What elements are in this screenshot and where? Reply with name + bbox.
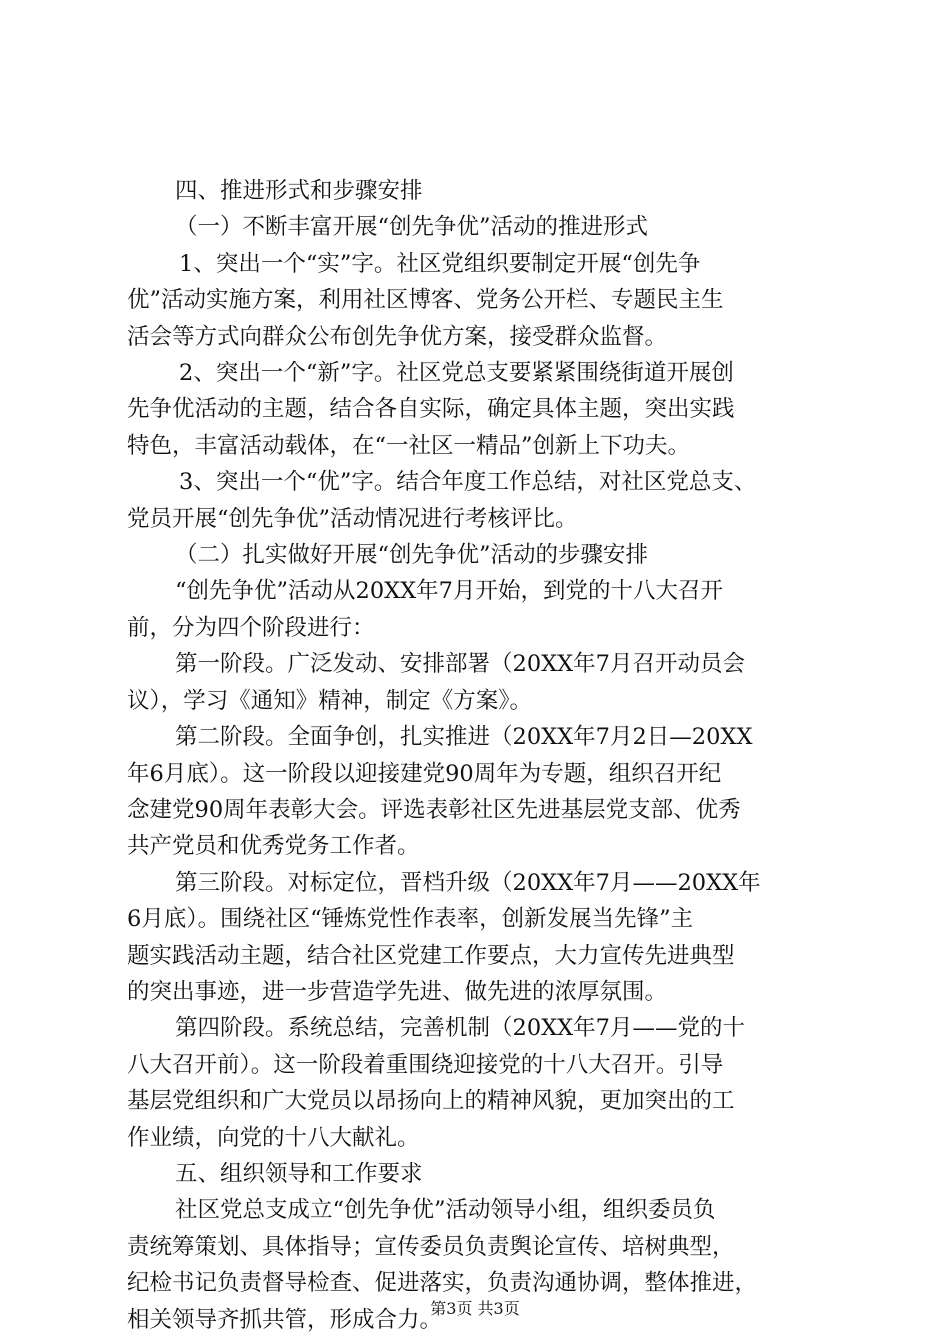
- paragraph-line: 6月底）。围绕社区“锤炼党性作表率，创新发展当先锋”主: [127, 906, 694, 933]
- section-heading: 五、组织领导和工作要求: [175, 1160, 423, 1187]
- paragraph-line: 前，分为四个阶段进行：: [127, 614, 375, 641]
- paragraph-line: 特色，丰富活动载体，在“一社区一精品”创新上下功夫。: [127, 432, 691, 459]
- paragraph-line: 议），学习《通知》精神，制定《方案》。: [127, 687, 533, 714]
- paragraph-line: 的突出事迹，进一步营造学先进、做先进的浓厚氛围。: [127, 978, 668, 1005]
- paragraph-line: 相关领导齐抓共管，形成合力。: [127, 1306, 443, 1333]
- paragraph-line: 八大召开前）。这一阶段着重围绕迎接党的十八大召开。引导: [127, 1051, 724, 1078]
- subsection-heading: （一）不断丰富开展“创先争优”活动的推进形式: [175, 214, 649, 241]
- paragraph-line: 共产党员和优秀党务工作者。: [127, 833, 420, 860]
- paragraph-line: 第三阶段。对标定位，晋档升级（20XX年7月——20XX年: [175, 869, 761, 896]
- paragraph-line: 年6月底）。这一阶段以迎接建党90周年为专题，组织召开纪: [127, 760, 722, 787]
- paragraph-line: 1、突出一个“实”字。社区党组织要制定开展“创先争: [179, 250, 701, 277]
- paragraph-line: 先争优活动的主题，结合各自实际，确定具体主题，突出实践: [127, 396, 735, 423]
- document-body: [127, 173, 847, 1338]
- paragraph-line: 党员开展“创先争优”活动情况进行考核评比。: [127, 505, 578, 532]
- page-footer: 第3页 共3页: [430, 1299, 520, 1318]
- section-heading: 四、推进形式和步骤安排: [175, 178, 423, 204]
- paragraph-line: 基层党组织和广大党员以昂扬向上的精神风貌，更加突出的工: [127, 1088, 735, 1115]
- paragraph-line: 纪检书记负责督导检查、促进落实，负责沟通协调，整体推进，: [127, 1270, 758, 1297]
- paragraph-line: 责统筹策划、具体指导；宣传委员负责舆论宣传、培树典型，: [127, 1233, 735, 1260]
- paragraph-line: 第四阶段。系统总结，完善机制（20XX年7月——党的十: [175, 1015, 745, 1042]
- paragraph-line: “创先争优”活动从20XX年7月开始，到党的十八大召开: [175, 578, 723, 605]
- paragraph-line: 第二阶段。全面争创，扎实推进（20XX年7月2日—20XX: [175, 724, 753, 751]
- paragraph-line: 题实践活动主题，结合社区党建工作要点，大力宣传先进典型: [127, 942, 735, 969]
- paragraph-line: 活会等方式向群众公布创先争优方案，接受群众监督。: [127, 323, 668, 350]
- subsection-heading: （二）扎实做好开展“创先争优”活动的步骤安排: [175, 542, 649, 569]
- paragraph-line: 社区党总支成立“创先争优”活动领导小组，组织委员负: [175, 1197, 716, 1224]
- paragraph-line: 2、突出一个“新”字。社区党总支要紧紧围绕街道开展创: [179, 360, 734, 387]
- paragraph-line: 优”活动实施方案，利用社区博客、党务公开栏、专题民主生: [127, 287, 724, 314]
- paragraph-line: 作业绩，向党的十八大献礼。: [127, 1124, 420, 1151]
- paragraph-line: 3、突出一个“优”字。结合年度工作总结，对社区党总支、: [179, 469, 757, 496]
- paragraph-line: 第一阶段。广泛发动、安排部署（20XX年7月召开动员会: [175, 651, 745, 678]
- paragraph-line: 念建党90周年表彰大会。评选表彰社区先进基层党支部、优秀: [127, 796, 741, 823]
